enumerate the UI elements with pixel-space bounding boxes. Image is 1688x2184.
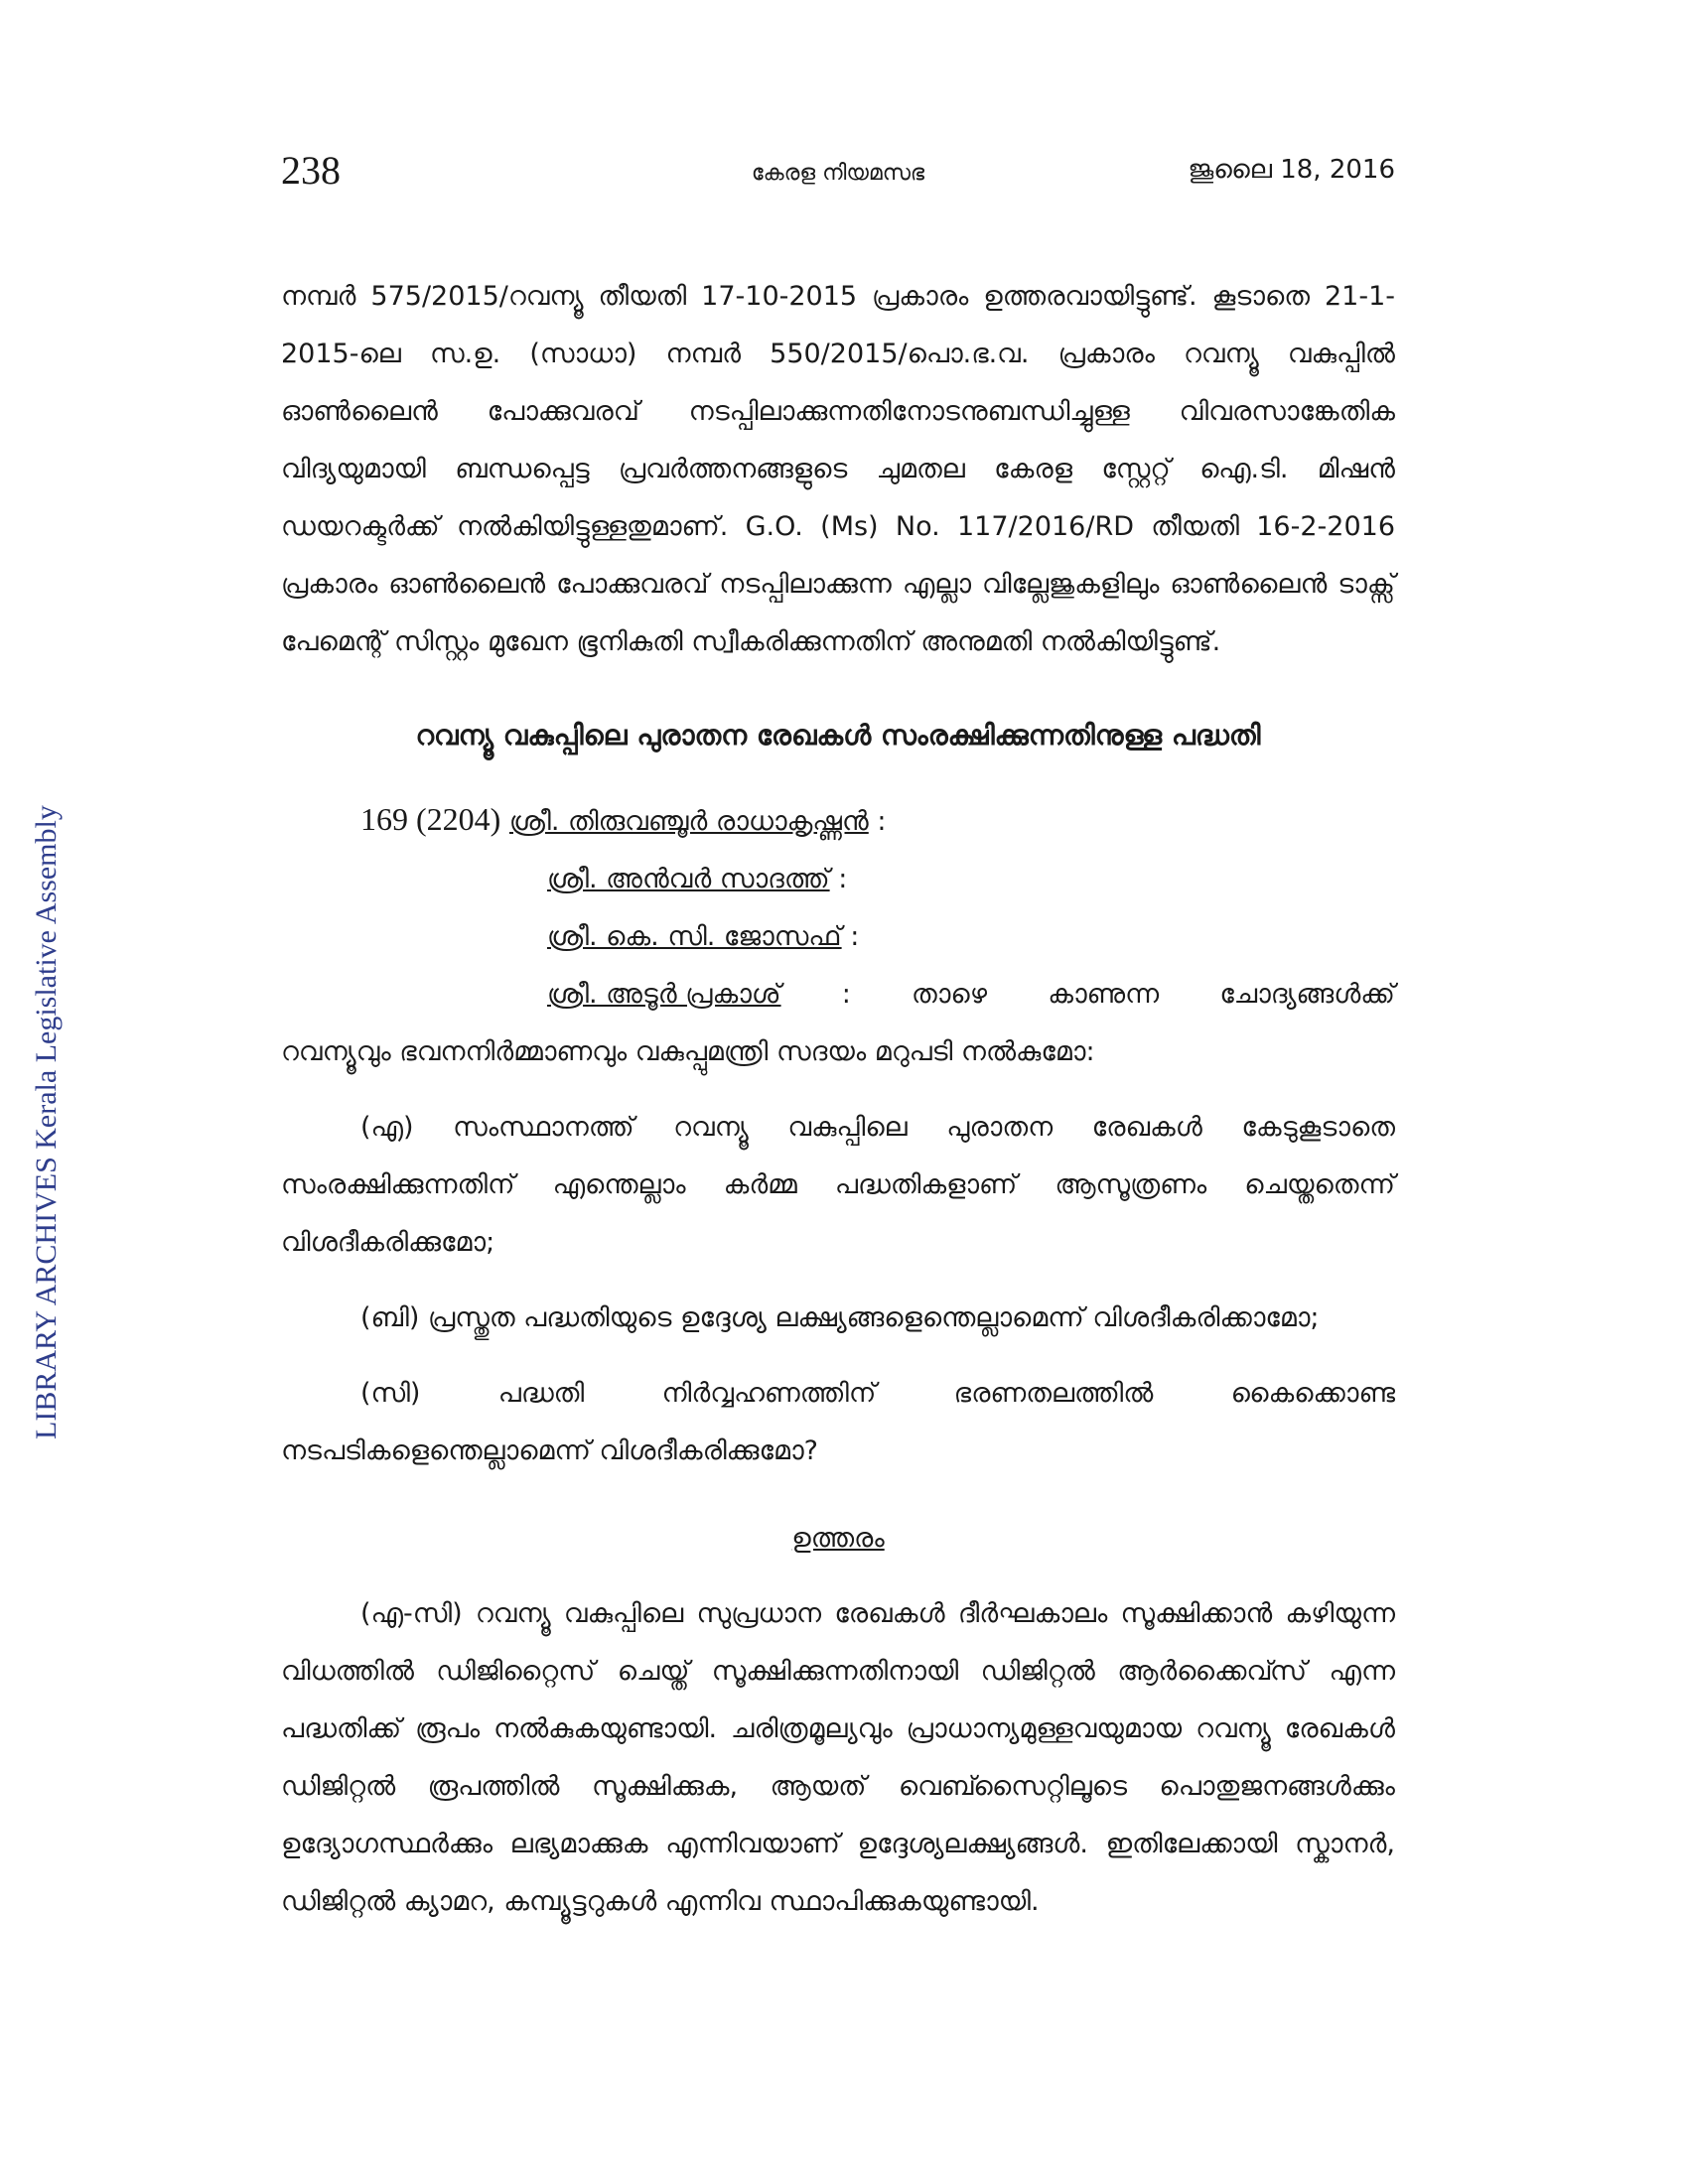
archive-watermark: LIBRARY ARCHIVES Kerala Legislative Assembly (30, 805, 63, 1439)
question-block (281, 790, 1395, 1480)
member-line (360, 851, 1395, 908)
separator: : (877, 806, 887, 837)
question-number: 169 (2204) (360, 801, 501, 837)
member-line (360, 908, 1395, 966)
member-line (281, 966, 1395, 1024)
question-members (360, 790, 1395, 966)
question-item-b: (ബി) പ്രസ്തുത പദ്ധതിയുടെ ഉദ്ദേശ്യ ലക്ഷ്യങ്ങളെന്തെല്ലാമെന്ന് വിശദീകരിക്കാമോ; (360, 1302, 1320, 1333)
member-name: ശ്രീ. കെ. സി. ജോസഫ് (547, 921, 842, 952)
lead-word: താഴെ (912, 979, 988, 1010)
header-date: ജൂലൈ 18, 2016 (1188, 155, 1395, 185)
question-item-c: (സി) പദ്ധതി നിർവ്വഹണത്തിന് ഭരണതലത്തിൽ കൈക്കൊണ്ട നടപടികളെന്തെല്ലാമെന്ന് വിശദീകരിക്കുമോ? (281, 1378, 1395, 1466)
page-number: 238 (281, 148, 341, 193)
answer-paragraph: (എ-സി) റവന്യൂ വകുപ്പിലെ സുപ്രധാന രേഖകൾ ദീർഘകാലം സൂക്ഷിക്കാൻ കഴിയുന്ന വിധത്തിൽ ഡിജിറ്റൈസ് ചെയ്ത് സൂക്ഷിക്കുന്നതിനായി ഡിജിറ്റൽ ആർക്കൈവ്സ് എന്ന പദ്ധതിക്ക് രൂപം നൽകുകയുണ്ടായി. ചരിത്രമൂല്യവും പ്രാധാന്യമുള്ളവയുമായ റവന്യൂ രേഖകൾ ഡിജിറ്റൽ രൂപത്തിൽ സൂക്ഷിക്കുക, ആയത് വെബ്സൈറ്റിലൂടെ പൊതുജനങ്ങൾക്കും ഉദ്യോഗസ്ഥർക്കും ലഭ്യമാക്കുക എന്നിവയാണ് ഉദ്ദേശ്യലക്ഷ്യങ്ങൾ. ഇതിലേക്കായി സ്കാനർ, ഡിജിറ്റൽ ക്യാമറ, കമ്പ്യൂട്ടറുകൾ എന്നിവ സ്ഥാപിക്കുകയുണ്ടായി. (281, 1598, 1395, 1917)
intro-paragraph: നമ്പർ 575/2015/റവന്യൂ തീയതി 17-10-2015 പ്രകാരം ഉത്തരവായിട്ടുണ്ട്. കൂടാതെ 21-1-2015-ലെ സ.ഉ. (സാധാ) നമ്പർ 550/2015/പൊ.ഭ.വ. പ്രകാരം റവന്യൂ വകുപ്പിൽ ഓൺലൈൻ പോക്കുവരവ് നടപ്പിലാക്കുന്നതിനോടനുബന്ധിച്ചുള്ള വിവരസാങ്കേതിക വിദ്യയുമായി ബന്ധപ്പെട്ട പ്രവർത്തനങ്ങളുടെ ചുമതല കേരള സ്റ്റേറ്റ് ഐ.ടി. മിഷൻ ഡയറക്ടർക്ക് നൽകിയിട്ടുള്ളതുമാണ്. G.O. (Ms) No. 117/2016/RD തീയതി 16-2-2016 പ്രകാരം ഓൺലൈൻ പോക്കുവരവ് നടപ്പിലാക്കുന്ന എല്ലാ വില്ലേജുകളിലും ഓൺലൈൻ ടാക്സ് പേമെന്റ് സിസ്റ്റം മുഖേന ഭൂനികുതി സ്വീകരിക്കുന്നതിന് അനുമതി നൽകിയിട്ടുണ്ട്. (281, 281, 1395, 657)
lead-word: കാണുന്ന (1048, 979, 1160, 1010)
question-item-a: (എ) സംസ്ഥാനത്ത് റവന്യൂ വകുപ്പിലെ പുരാതന രേഖകൾ കേടുകൂടാതെ സംരക്ഷിക്കുന്നതിന് എന്തെല്ലാം കർമ്മ പദ്ധതികളാണ് ആസൂത്രണം ചെയ്തതെന്ന് വിശദീകരിക്കുമോ; (281, 1112, 1395, 1258)
member-name: ശ്രീ. അടൂർ പ്രകാശ് (547, 979, 781, 1010)
page-content (281, 268, 1395, 1931)
section-heading: റവന്യൂ വകുപ്പിലെ പുരാതന രേഖകൾ സംരക്ഷിക്കുന്നതിനുള്ള പദ്ധതി (415, 719, 1261, 751)
member-name: ശ്രീ. തിരുവഞ്ചൂർ രാധാകൃഷ്ണൻ (508, 806, 869, 837)
member-name: ശ്രീ. അൻവർ സാദത്ത് (547, 864, 830, 894)
separator: : (841, 979, 851, 1010)
answer-heading: ഉത്തരം (791, 1523, 885, 1554)
separator: : (850, 921, 860, 952)
question-lead: റവന്യൂവും ഭവനനിർമ്മാണവും വകുപ്പുമന്ത്രി സദയം മറുപടി നൽകുമോ: (281, 1036, 1095, 1067)
lead-word: ചോദ്യങ്ങൾക്ക് (1219, 979, 1395, 1010)
running-title: കേരള നിയമസഭ (751, 161, 925, 186)
page-header (281, 147, 1395, 197)
separator: : (838, 864, 848, 894)
member-line (360, 790, 1395, 851)
